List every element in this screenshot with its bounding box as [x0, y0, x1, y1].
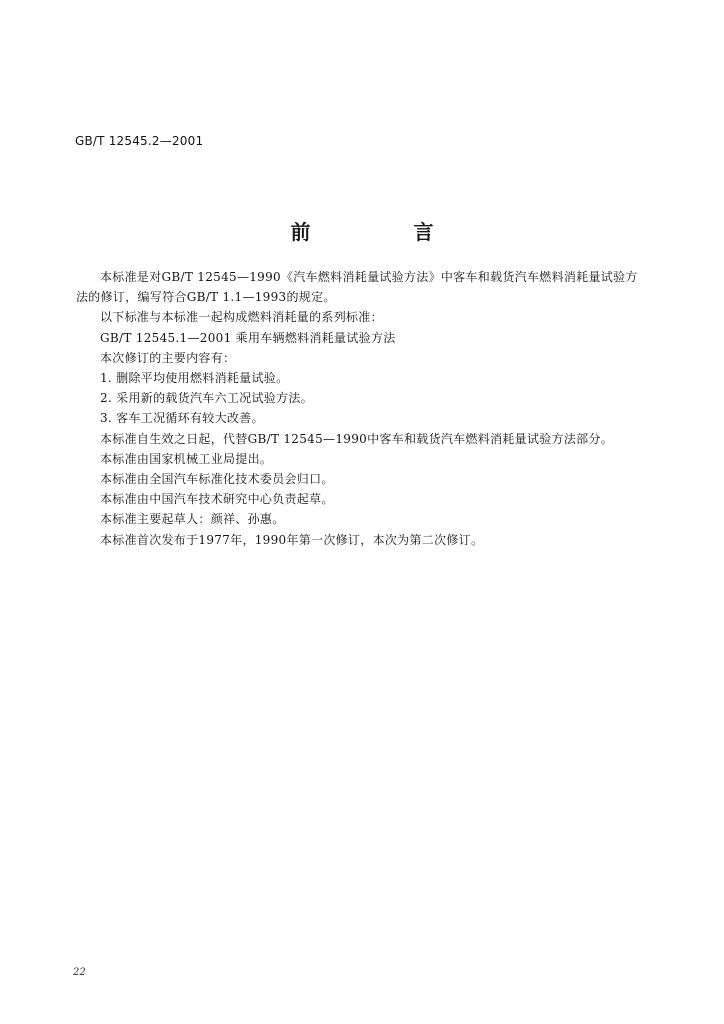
foreword-body: [76, 267, 646, 550]
list-item: 1. 删除平均使用燃料消耗量试验。: [100, 371, 289, 386]
page-number: 22: [73, 967, 86, 978]
list-item: 3. 客车工况循环有较大改善。: [100, 411, 264, 426]
paragraph: 本标准由国家机械工业局提出。: [100, 451, 273, 466]
paragraph: 本标准主要起草人：颜祥、孙惠。: [100, 512, 285, 527]
standard-code: GB/T 12545.2—2001: [75, 134, 204, 148]
paragraph: 以下标准与本标准一起构成燃料消耗量的系列标准：: [100, 310, 383, 325]
paragraph: 本标准由中国汽车技术研究中心负责起草。: [100, 492, 334, 507]
paragraph: 本标准是对GB/T 12545—1990《汽车燃料消耗量试验方法》中客车和载货汽车燃料消耗量试验方法的修订，编写符合GB/T 1.1—1993的规定。: [76, 270, 638, 305]
paragraph: 本次修订的主要内容有：: [100, 350, 236, 365]
list-item: 2. 采用新的载货汽车六工况试验方法。: [100, 391, 313, 406]
paragraph: 本标准由全国汽车标准化技术委员会归口。: [100, 472, 334, 487]
paragraph: 本标准自生效之日起，代替GB/T 12545—1990中客车和载货汽车燃料消耗量试验方法部分。: [100, 431, 614, 446]
paragraph: GB/T 12545.1—2001 乘用车辆燃料消耗量试验方法: [100, 330, 396, 345]
paragraph: 本标准首次发布于1977年，1990年第一次修订，本次为第二次修订。: [100, 532, 484, 547]
section-title: 前 言: [290, 220, 482, 244]
